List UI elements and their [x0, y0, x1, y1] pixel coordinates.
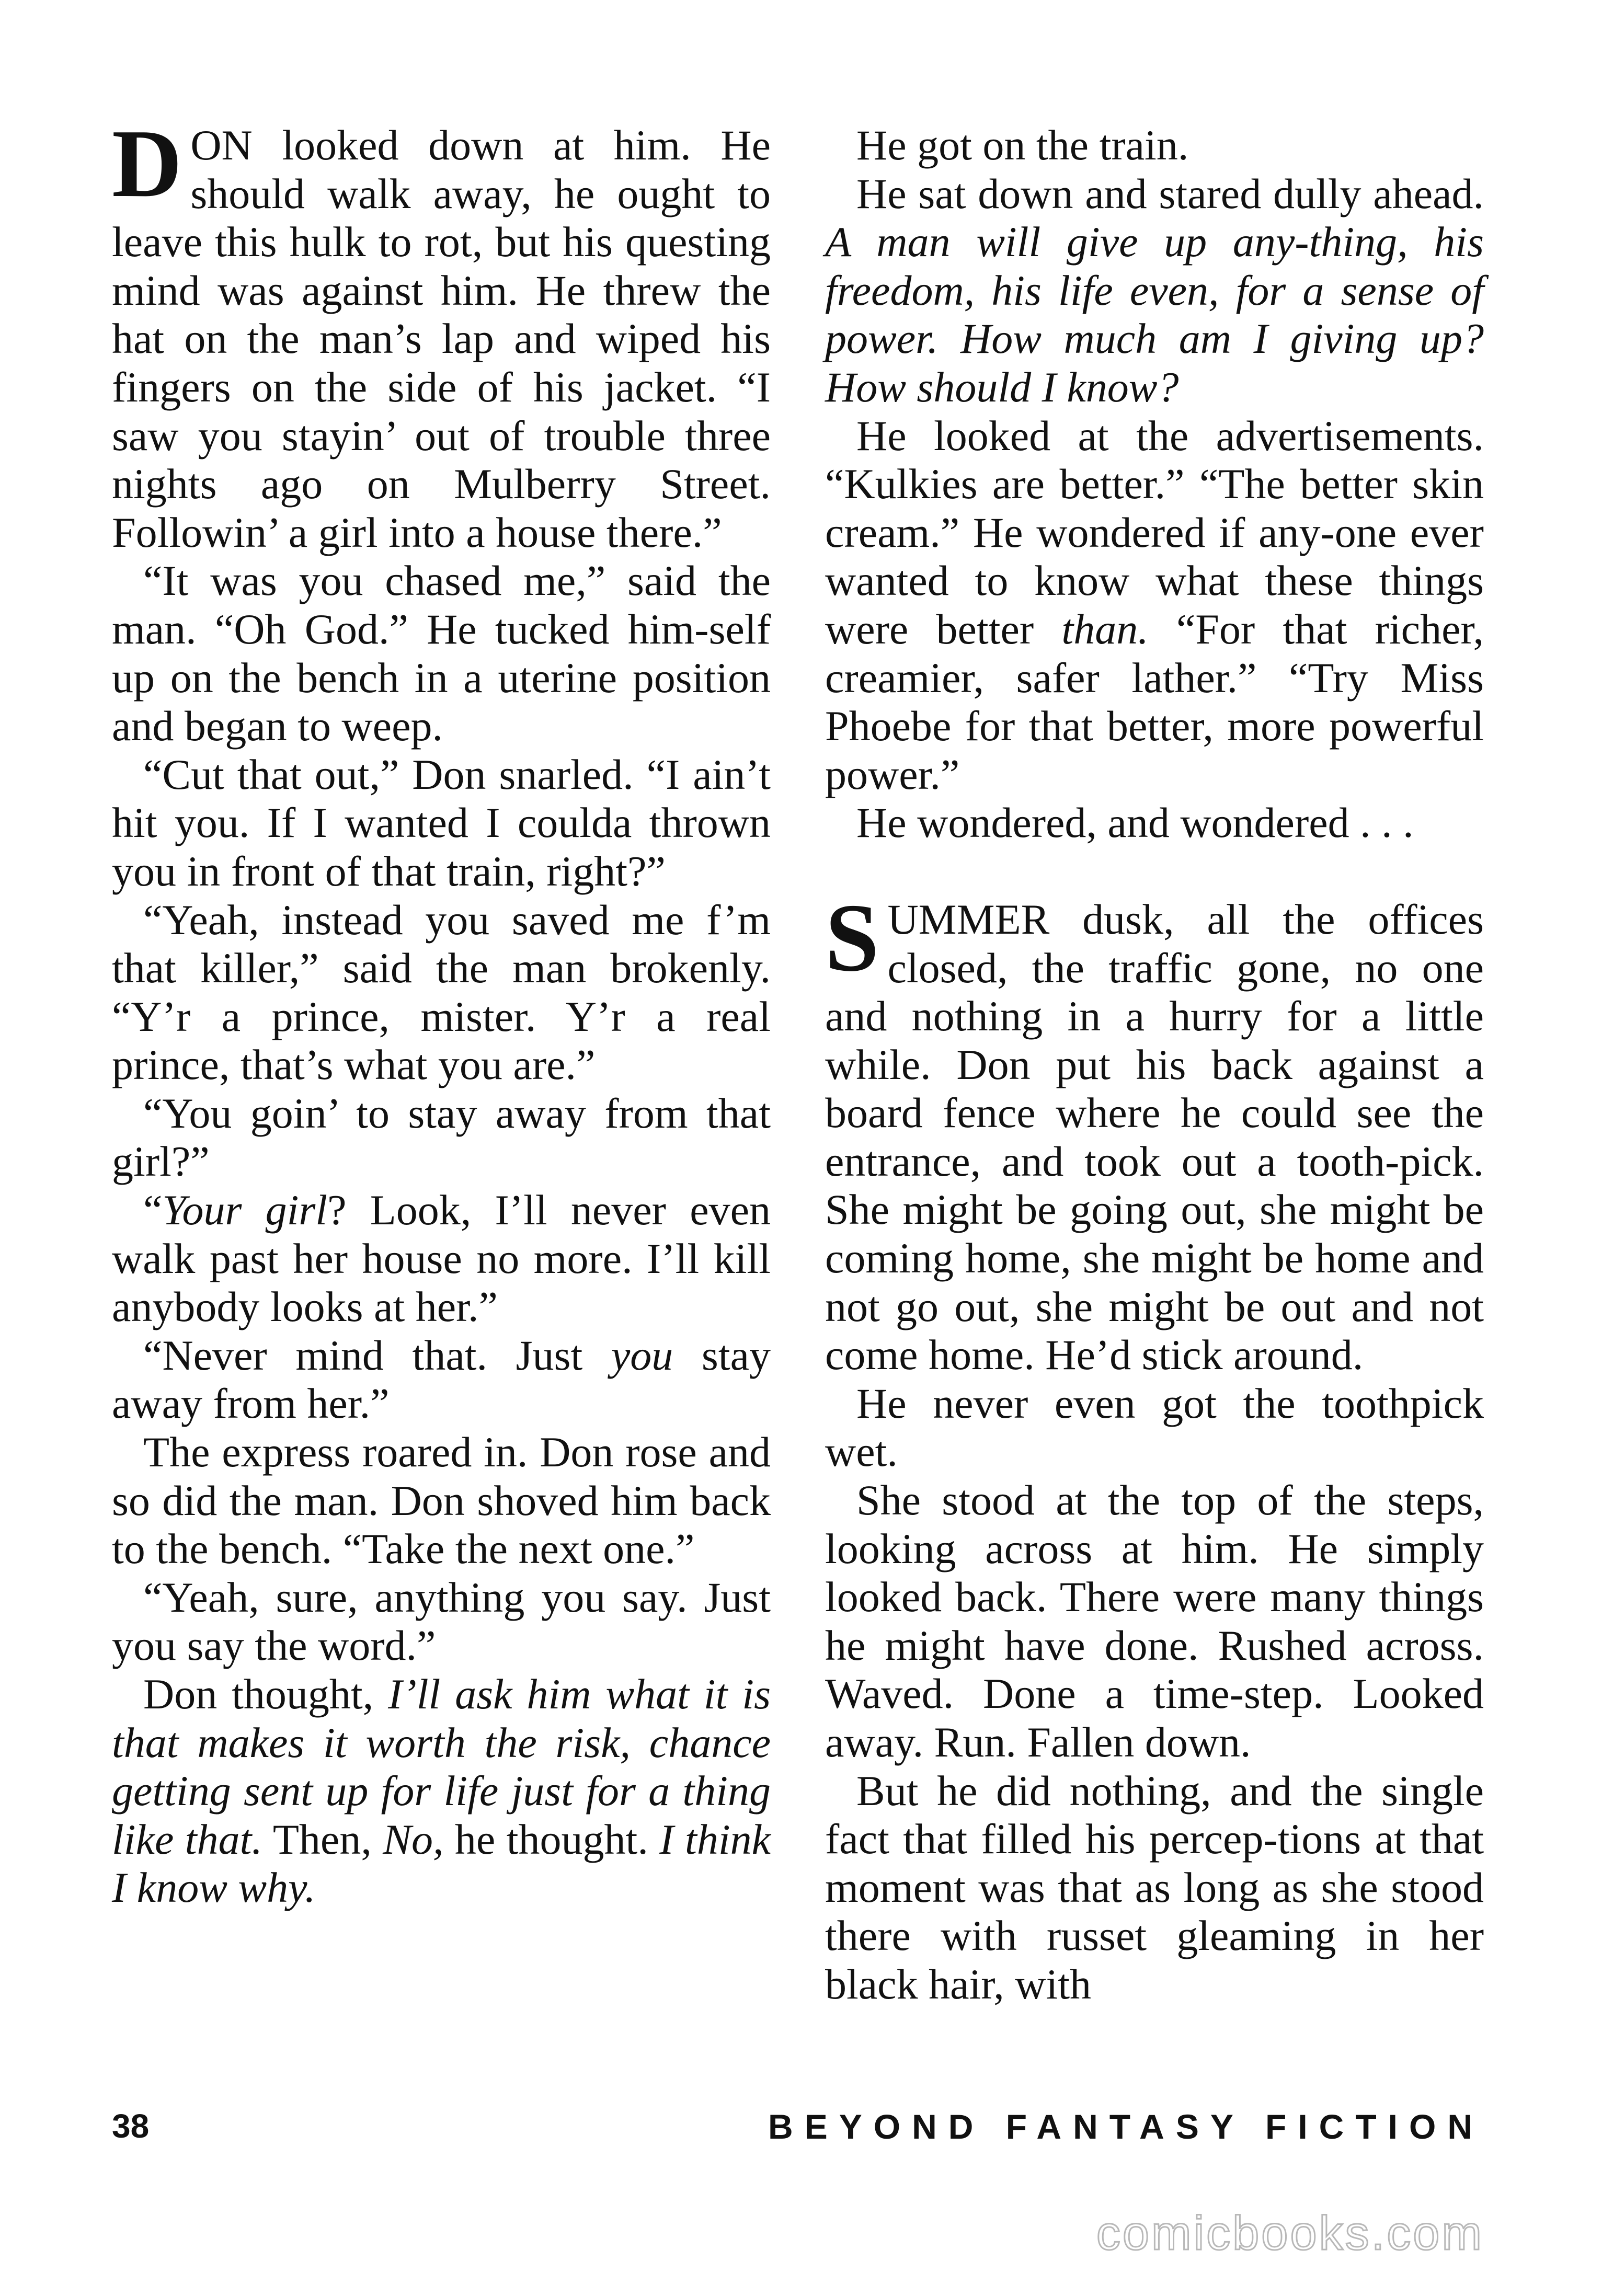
italic-text: No, — [383, 1815, 444, 1863]
paragraph-text: he thought. — [443, 1815, 660, 1863]
paragraph: “It was you chased me,” said the man. “Oh God.” He tucked him-self up on the bench in a uterine position and began to weep. — [112, 557, 771, 750]
magazine-title: BEYOND FANTASY FICTION — [768, 2107, 1484, 2146]
paragraph — [112, 1670, 771, 1912]
drop-cap: D — [112, 110, 182, 217]
drop-cap: S — [825, 883, 879, 992]
right-column — [825, 121, 1484, 2009]
italic-text: A man will give up any-thing, his freedom, his life even, for a sense of power. How much am I giving up? How should I know? — [825, 218, 1484, 411]
paragraph-text: He sat down and stared dully ahead. — [856, 169, 1484, 217]
italic-text: I’ll ask him what it is that makes it worth the risk, chance getting sent up for life just for a thing like that. — [112, 1670, 771, 1863]
paragraph: But he did nothing, and the single fact that filled his percep-tions at that moment was that as long as she stood there with russet gleaming in her black hair, with — [825, 1766, 1484, 2008]
paragraph-text: Then, — [262, 1815, 383, 1863]
lead-in: UMMER — [887, 895, 1050, 943]
paragraph: The express roared in. Don rose and so did the man. Don shoved him back to the bench. “Take the next one.” — [112, 1428, 771, 1573]
paragraph — [112, 1331, 771, 1428]
paragraph-text: Don thought, — [143, 1670, 388, 1718]
lead-in: ON — [190, 121, 253, 169]
paragraph-text: stay away from her.” — [112, 1331, 771, 1428]
paragraph: He never even got the toothpick wet. — [825, 1379, 1484, 1476]
paragraph — [112, 1186, 771, 1331]
paragraph-text: “ — [143, 1186, 163, 1234]
paragraph-text: He looked at the advertisements. “Kulkies are better.” “The better skin cream.” He wondered if any-one ever wanted to know what these things were better — [825, 411, 1484, 653]
paragraph: He wondered, and wondered . . . — [856, 799, 1414, 847]
paragraph: “Yeah, instead you saved me f’m that killer,” said the man brokenly. “Y’r a prince, mister. Y’r a real prince, that’s what you are.” — [112, 896, 771, 1089]
italic-text: you — [611, 1331, 673, 1379]
paragraph-text: looked down at him. He should walk away, he ought to leave this hulk to rot, but his questing mind was against him. He threw the hat on the man’s lap and wiped his fingers on the side of his jacket. “I saw you stayin’ out of trouble three nights ago on Mulberry Street. Followin’ a girl into a house there.” — [112, 121, 771, 556]
page-number: 38 — [112, 2107, 150, 2145]
paragraph: She stood at the top of the steps, looking across at him. He simply looked back. There were many things he might have done. Rushed across. Waved. Done a time-step. Looked away. Run. Fallen down. — [825, 1476, 1484, 1766]
watermark: comicbooks.com — [1096, 2207, 1484, 2260]
left-column — [112, 110, 771, 1912]
section-paragraph — [825, 883, 1484, 1380]
paragraph-text: “Never mind that. Just — [143, 1331, 611, 1379]
paragraph-text: dusk, all the offices closed, the traffic gone, no one and nothing in a hurry for a little while. Don put his back against a board fence where he could see the entrance, and took out a tooth-pick. She might be going out, she might be coming home, she might be home and not go out, she might be out and not come home. He’d stick around. — [825, 895, 1484, 1379]
paragraph: He got on the train. — [856, 121, 1189, 169]
italic-text: Your girl — [162, 1186, 328, 1234]
paragraph: “Yeah, sure, anything you say. Just you say the word.” — [112, 1573, 771, 1670]
italic-text: than. — [1061, 605, 1149, 653]
paragraph — [825, 170, 1484, 412]
paragraph: “You goin’ to stay away from that girl?” — [112, 1089, 771, 1186]
page-footer — [112, 2107, 1484, 2159]
paragraph-text: ? Look, I’ll never even walk past her house no more. I’ll kill anybody looks at her.” — [112, 1186, 771, 1331]
paragraph: “Cut that out,” Don snarled. “I ain’t hit you. If I wanted I coulda thrown you in front of that train, right?” — [112, 750, 771, 895]
paragraph — [825, 412, 1484, 799]
paragraph-text: “For that richer, creamier, safer lather.” “Try Miss Phoebe for that better, more powerful power.” — [825, 605, 1484, 798]
paragraph — [112, 110, 771, 557]
italic-text: I think I know why. — [112, 1815, 771, 1912]
